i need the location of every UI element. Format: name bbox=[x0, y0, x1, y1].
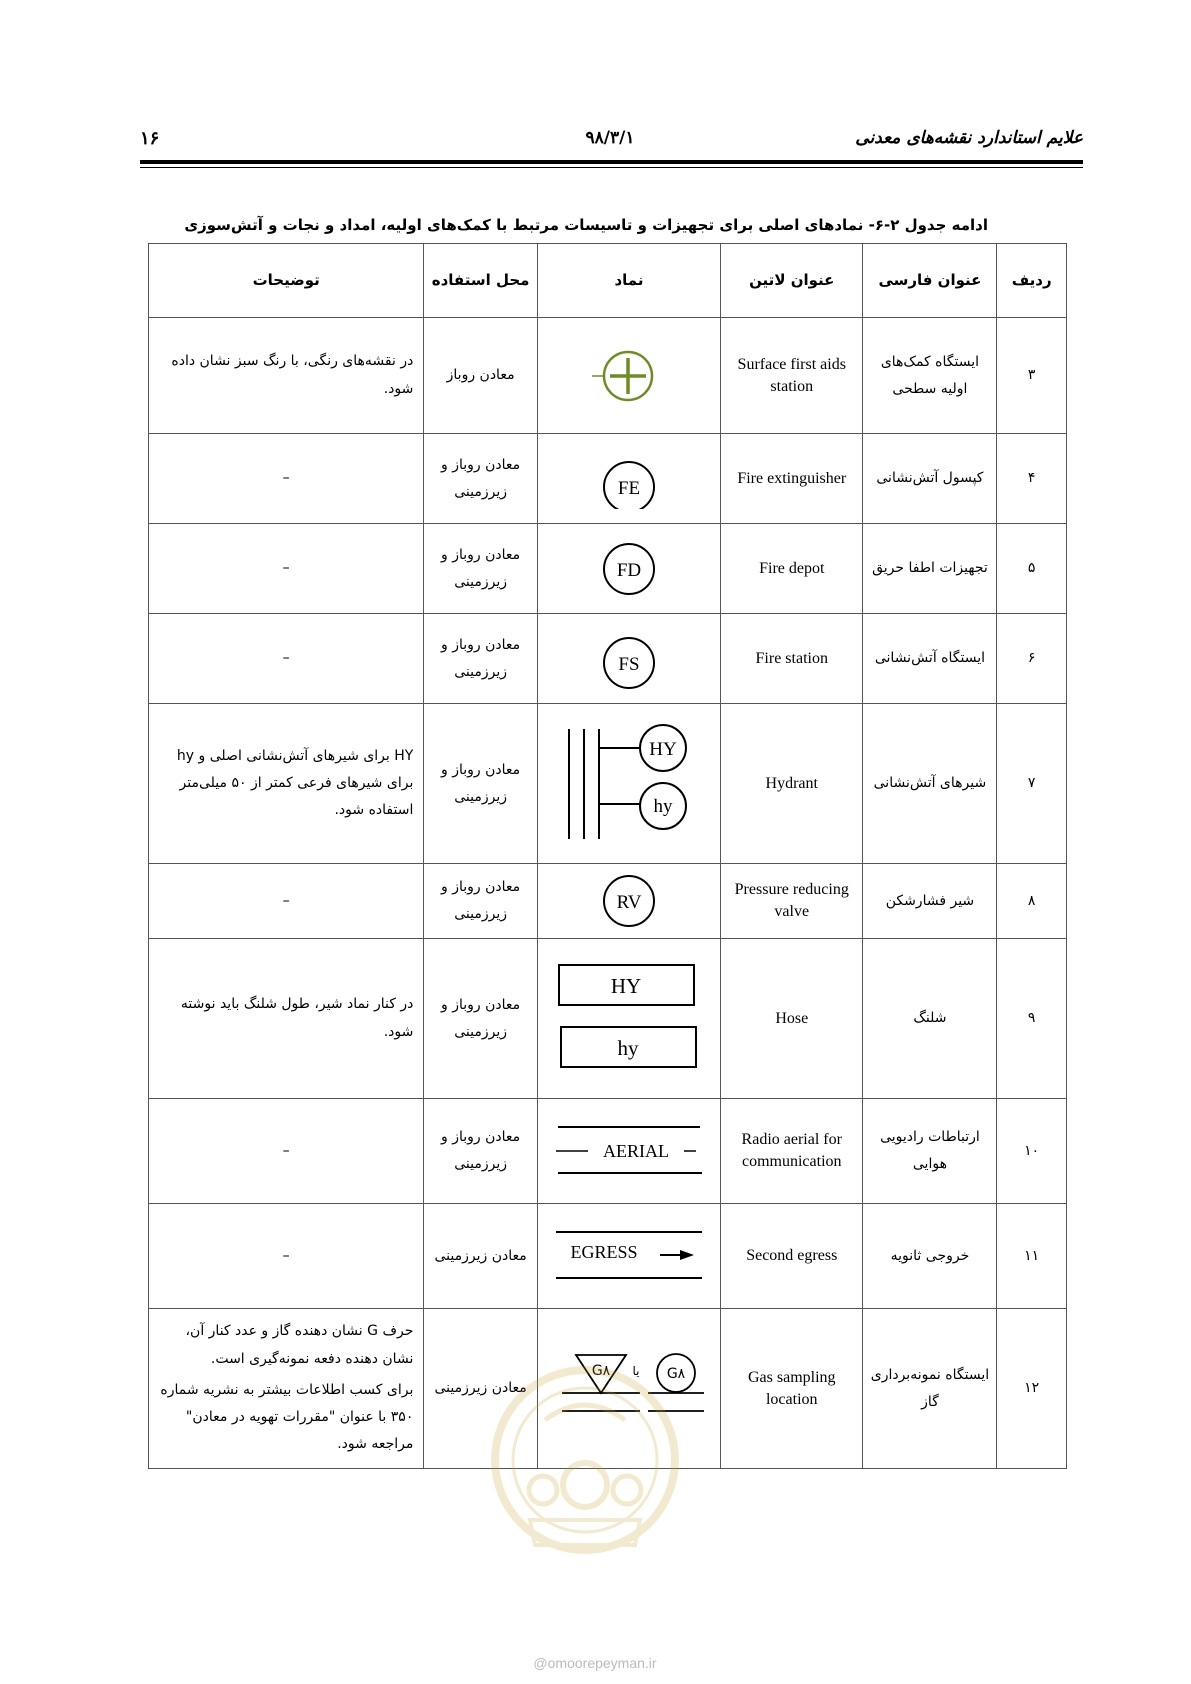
latin-title: Hose bbox=[721, 939, 863, 1099]
col-notes: توضیحات bbox=[149, 244, 424, 318]
symbols-table bbox=[148, 243, 1067, 1469]
usage-location: معادن روباز و زیرزمینی bbox=[424, 939, 538, 1099]
page-number: ۱۶ bbox=[140, 128, 160, 149]
symbol-cell bbox=[537, 1204, 720, 1309]
symbol-cell bbox=[537, 318, 720, 434]
symbol-cell bbox=[537, 434, 720, 524]
document-title: علایم استاندارد نقشه‌های معدنی bbox=[855, 128, 1083, 148]
notes: در کنار نماد شیر، طول شلنگ باید نوشته شود. bbox=[149, 939, 424, 1099]
latin-title: Second egress bbox=[721, 1204, 863, 1309]
persian-title: تجهیزات اطفا حریق bbox=[863, 524, 997, 614]
table-row bbox=[149, 1099, 1067, 1204]
symbol-cell bbox=[537, 864, 720, 939]
header-rule-thick bbox=[140, 160, 1083, 164]
website-watermark: @omoorepeyman.ir bbox=[533, 1655, 657, 1671]
row-number: ۴ bbox=[997, 434, 1067, 524]
notes: در نقشه‌های رنگی، با رنگ سبز نشان داده شود. bbox=[149, 318, 424, 434]
table-row bbox=[149, 1204, 1067, 1309]
notes: – bbox=[149, 614, 424, 704]
persian-title: خروجی ثانویه bbox=[863, 1204, 997, 1309]
row-number: ۶ bbox=[997, 614, 1067, 704]
persian-title: ایستگاه نمونه‌برداری گاز bbox=[863, 1309, 997, 1469]
hydrant-icon bbox=[559, 724, 699, 844]
row-number: ۷ bbox=[997, 704, 1067, 864]
col-symbol: نماد bbox=[537, 244, 720, 318]
notes: – bbox=[149, 524, 424, 614]
table-row bbox=[149, 704, 1067, 864]
latin-title: Surface first aids station bbox=[721, 318, 863, 434]
radio-aerial-icon bbox=[552, 1123, 706, 1179]
table-header-row bbox=[149, 244, 1067, 318]
symbol-cell bbox=[537, 704, 720, 864]
notes-line-1: حرف G نشان دهنده گاز و عدد کنار آن، نشان دهنده دفعه نمونه‌گیری است. bbox=[185, 1323, 414, 1367]
latin-title: Pressure reducing valve bbox=[721, 864, 863, 939]
symbol-label: FE bbox=[617, 477, 641, 499]
usage-location: معادن زیرزمینی bbox=[424, 1309, 538, 1469]
row-number: ۹ bbox=[997, 939, 1067, 1099]
symbol-label-triangle: G۸ bbox=[591, 1362, 611, 1379]
fire-depot-icon bbox=[589, 541, 669, 597]
symbol-cell bbox=[537, 1099, 720, 1204]
col-location: محل استفاده bbox=[424, 244, 538, 318]
table-caption: ادامه جدول ۲-۶- نمادهای اصلی برای تجهیزات و تاسیسات مرتبط با کمک‌های اولیه، امداد و نجات و آتش‌سوزی bbox=[184, 216, 988, 234]
notes bbox=[149, 1309, 424, 1469]
persian-title: شلنگ bbox=[863, 939, 997, 1099]
symbol-label-main: HY bbox=[610, 973, 642, 998]
persian-title: ایستگاه کمک‌های اولیه سطحی bbox=[863, 318, 997, 434]
persian-title: کپسول آتش‌نشانی bbox=[863, 434, 997, 524]
persian-title: شیرهای آتش‌نشانی bbox=[863, 704, 997, 864]
symbol-label-branch: hy bbox=[653, 795, 673, 817]
table-row bbox=[149, 524, 1067, 614]
watermark-seal-icon bbox=[485, 1350, 685, 1580]
symbol-label-circle: G۸ bbox=[666, 1365, 686, 1382]
egress-arrow-icon bbox=[552, 1228, 706, 1284]
usage-location: معادن روباز و زیرزمینی bbox=[424, 524, 538, 614]
usage-location: معادن روباز و زیرزمینی bbox=[424, 864, 538, 939]
latin-title: Gas sampling location bbox=[721, 1309, 863, 1469]
usage-location: معادن روباز bbox=[424, 318, 538, 434]
symbol-cell bbox=[537, 939, 720, 1099]
col-latin-title: عنوان لاتین bbox=[721, 244, 863, 318]
usage-location: معادن روباز و زیرزمینی bbox=[424, 704, 538, 864]
persian-title: ایستگاه آتش‌نشانی bbox=[863, 614, 997, 704]
header-rule-thin bbox=[140, 167, 1083, 168]
latin-title: Fire station bbox=[721, 614, 863, 704]
notes: – bbox=[149, 1099, 424, 1204]
latin-title: Fire depot bbox=[721, 524, 863, 614]
symbol-label-branch: hy bbox=[617, 1035, 639, 1060]
row-number: ۳ bbox=[997, 318, 1067, 434]
col-persian-title: عنوان فارسی bbox=[863, 244, 997, 318]
table-row bbox=[149, 939, 1067, 1099]
hose-icon bbox=[554, 961, 704, 1077]
row-number: ۱۰ bbox=[997, 1099, 1067, 1204]
latin-title: Hydrant bbox=[721, 704, 863, 864]
or-label: یا bbox=[632, 1363, 640, 1378]
symbol-label: FS bbox=[618, 653, 640, 675]
document-date: ۹۸/۳/۱ bbox=[585, 128, 635, 148]
table-row bbox=[149, 434, 1067, 524]
persian-title: ارتباطات رادیویی هوایی bbox=[863, 1099, 997, 1204]
persian-title: شیر فشارشکن bbox=[863, 864, 997, 939]
usage-location: معادن زیرزمینی bbox=[424, 1204, 538, 1309]
symbol-label: AERIAL bbox=[602, 1141, 669, 1161]
symbol-cell bbox=[537, 614, 720, 704]
symbol-label: EGRESS bbox=[570, 1242, 638, 1262]
row-number: ۵ bbox=[997, 524, 1067, 614]
notes: HY برای شیرهای آتش‌نشانی اصلی و hy برای شیرهای فرعی کمتر از ۵۰ میلی‌متر استفاده شود. bbox=[149, 704, 424, 864]
pressure-reducing-valve-icon bbox=[589, 873, 669, 929]
symbol-label-main: HY bbox=[649, 738, 677, 760]
table-row bbox=[149, 864, 1067, 939]
notes: – bbox=[149, 1204, 424, 1309]
symbol-label: RV bbox=[616, 892, 642, 913]
notes: – bbox=[149, 434, 424, 524]
row-number: ۱۲ bbox=[997, 1309, 1067, 1469]
usage-location: معادن روباز و زیرزمینی bbox=[424, 614, 538, 704]
usage-location: معادن روباز و زیرزمینی bbox=[424, 434, 538, 524]
symbol-label: FD bbox=[616, 559, 642, 581]
col-row: ردیف bbox=[997, 244, 1067, 318]
fire-extinguisher-icon bbox=[589, 449, 669, 509]
latin-title: Radio aerial for communication bbox=[721, 1099, 863, 1204]
row-number: ۸ bbox=[997, 864, 1067, 939]
table-row bbox=[149, 318, 1067, 434]
first-aid-cross-icon bbox=[584, 348, 674, 404]
row-number: ۱۱ bbox=[997, 1204, 1067, 1309]
table-row bbox=[149, 614, 1067, 704]
latin-title: Fire extinguisher bbox=[721, 434, 863, 524]
fire-station-icon bbox=[589, 629, 669, 689]
notes-line-2: برای کسب اطلاعات بیشتر به نشریه شماره ۳۵۰ با عنوان "مقررات تهویه در معادن" مراجعه شود. bbox=[160, 1381, 414, 1453]
notes: – bbox=[149, 864, 424, 939]
usage-location: معادن روباز و زیرزمینی bbox=[424, 1099, 538, 1204]
symbol-cell bbox=[537, 524, 720, 614]
